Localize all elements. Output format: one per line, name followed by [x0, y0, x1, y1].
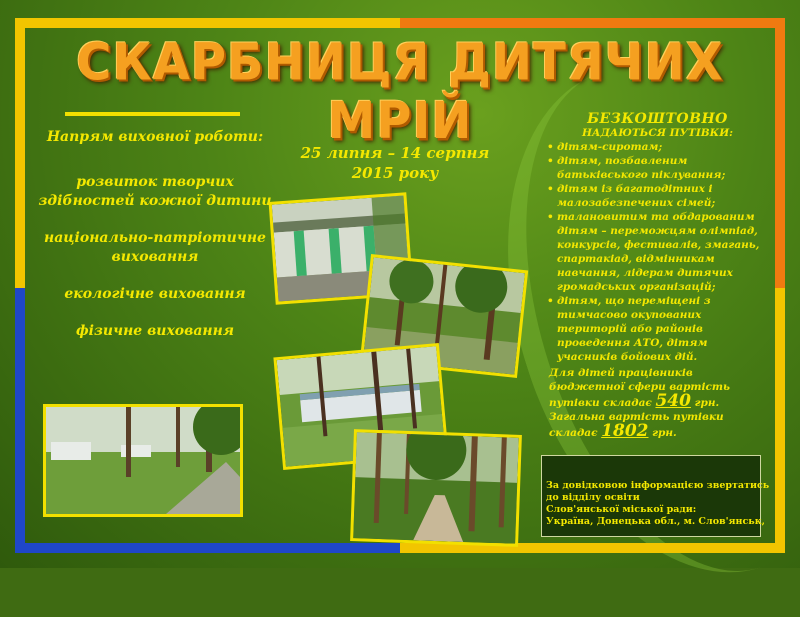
- frame-right-top: [775, 18, 785, 298]
- price-total-intro: Загальна вартість путівки складає: [549, 411, 724, 439]
- price-note: [545, 366, 770, 440]
- frame-top-right: [400, 18, 785, 28]
- price-total: 1802: [601, 421, 649, 441]
- direction-item: національно-патріотичне виховання: [44, 230, 266, 265]
- contact-line: Слов'янської міської ради:: [546, 504, 697, 515]
- contact-line: Україна, Донецька обл., м. Слов'янськ,: [546, 516, 765, 527]
- eligibility-list: [545, 140, 770, 364]
- dates-year: 2015 року: [351, 164, 439, 182]
- contact-info-box: [541, 455, 770, 537]
- list-item: • дітям із багатодітних і малозабезпечених сімей;: [557, 182, 770, 210]
- vouchers-heading: НАДАЮТЬСЯ ПУТІВКИ:: [581, 127, 733, 139]
- contact-line: За довідковою інформацією звертатись: [546, 480, 770, 491]
- frame-top-left: [15, 18, 405, 28]
- currency-1: грн.: [694, 397, 720, 409]
- free-vouchers-block: [545, 112, 770, 440]
- directions-block: [30, 128, 280, 359]
- dates-range: 25 липня – 14 серпня: [300, 144, 490, 162]
- frame-left-bottom: [15, 288, 25, 553]
- camp-dates: [290, 143, 500, 183]
- list-item: • дітям-сиротам;: [557, 140, 770, 154]
- directions-heading: Напрям виховної роботи:: [46, 129, 264, 145]
- frame-right-bottom: [775, 288, 785, 553]
- direction-item: екологічне виховання: [64, 286, 246, 302]
- frame-left-top: [15, 18, 25, 298]
- photo-park-path: [43, 404, 243, 517]
- list-item: • талановитим та обдарованим дітям – переможцям олімпіад, конкурсів, фестивалів, змагань, спартакіад, відмінникам навчання, лідерам дитячих громадських організацій;: [557, 210, 770, 294]
- poster-title: СКАРБНИЦЯ ДИТЯЧИХ МРІЙ: [76, 33, 724, 151]
- list-item: • дітям, позбавленим батьківського піклування;: [557, 154, 770, 182]
- price-note-intro: Для дітей працівників бюджетної сфери вартість путівки складає: [549, 367, 730, 409]
- price-budget: 540: [655, 391, 691, 411]
- free-heading: БЕЗКОШТОВНО: [587, 111, 728, 127]
- contact-line: до відділу освіти: [546, 492, 640, 503]
- currency-2: грн.: [652, 427, 677, 439]
- direction-item: фізичне виховання: [76, 323, 234, 339]
- title-underline: [65, 112, 240, 116]
- direction-item: розвиток творчих здібностей кожної дитини: [38, 174, 272, 209]
- list-item: • дітям, що переміщені з тимчасово окупованих територій або районів проведення АТО, дітям учасників бойових дій.: [557, 294, 770, 364]
- frame-bottom-left: [15, 543, 405, 553]
- photo-forest-path: [350, 429, 522, 547]
